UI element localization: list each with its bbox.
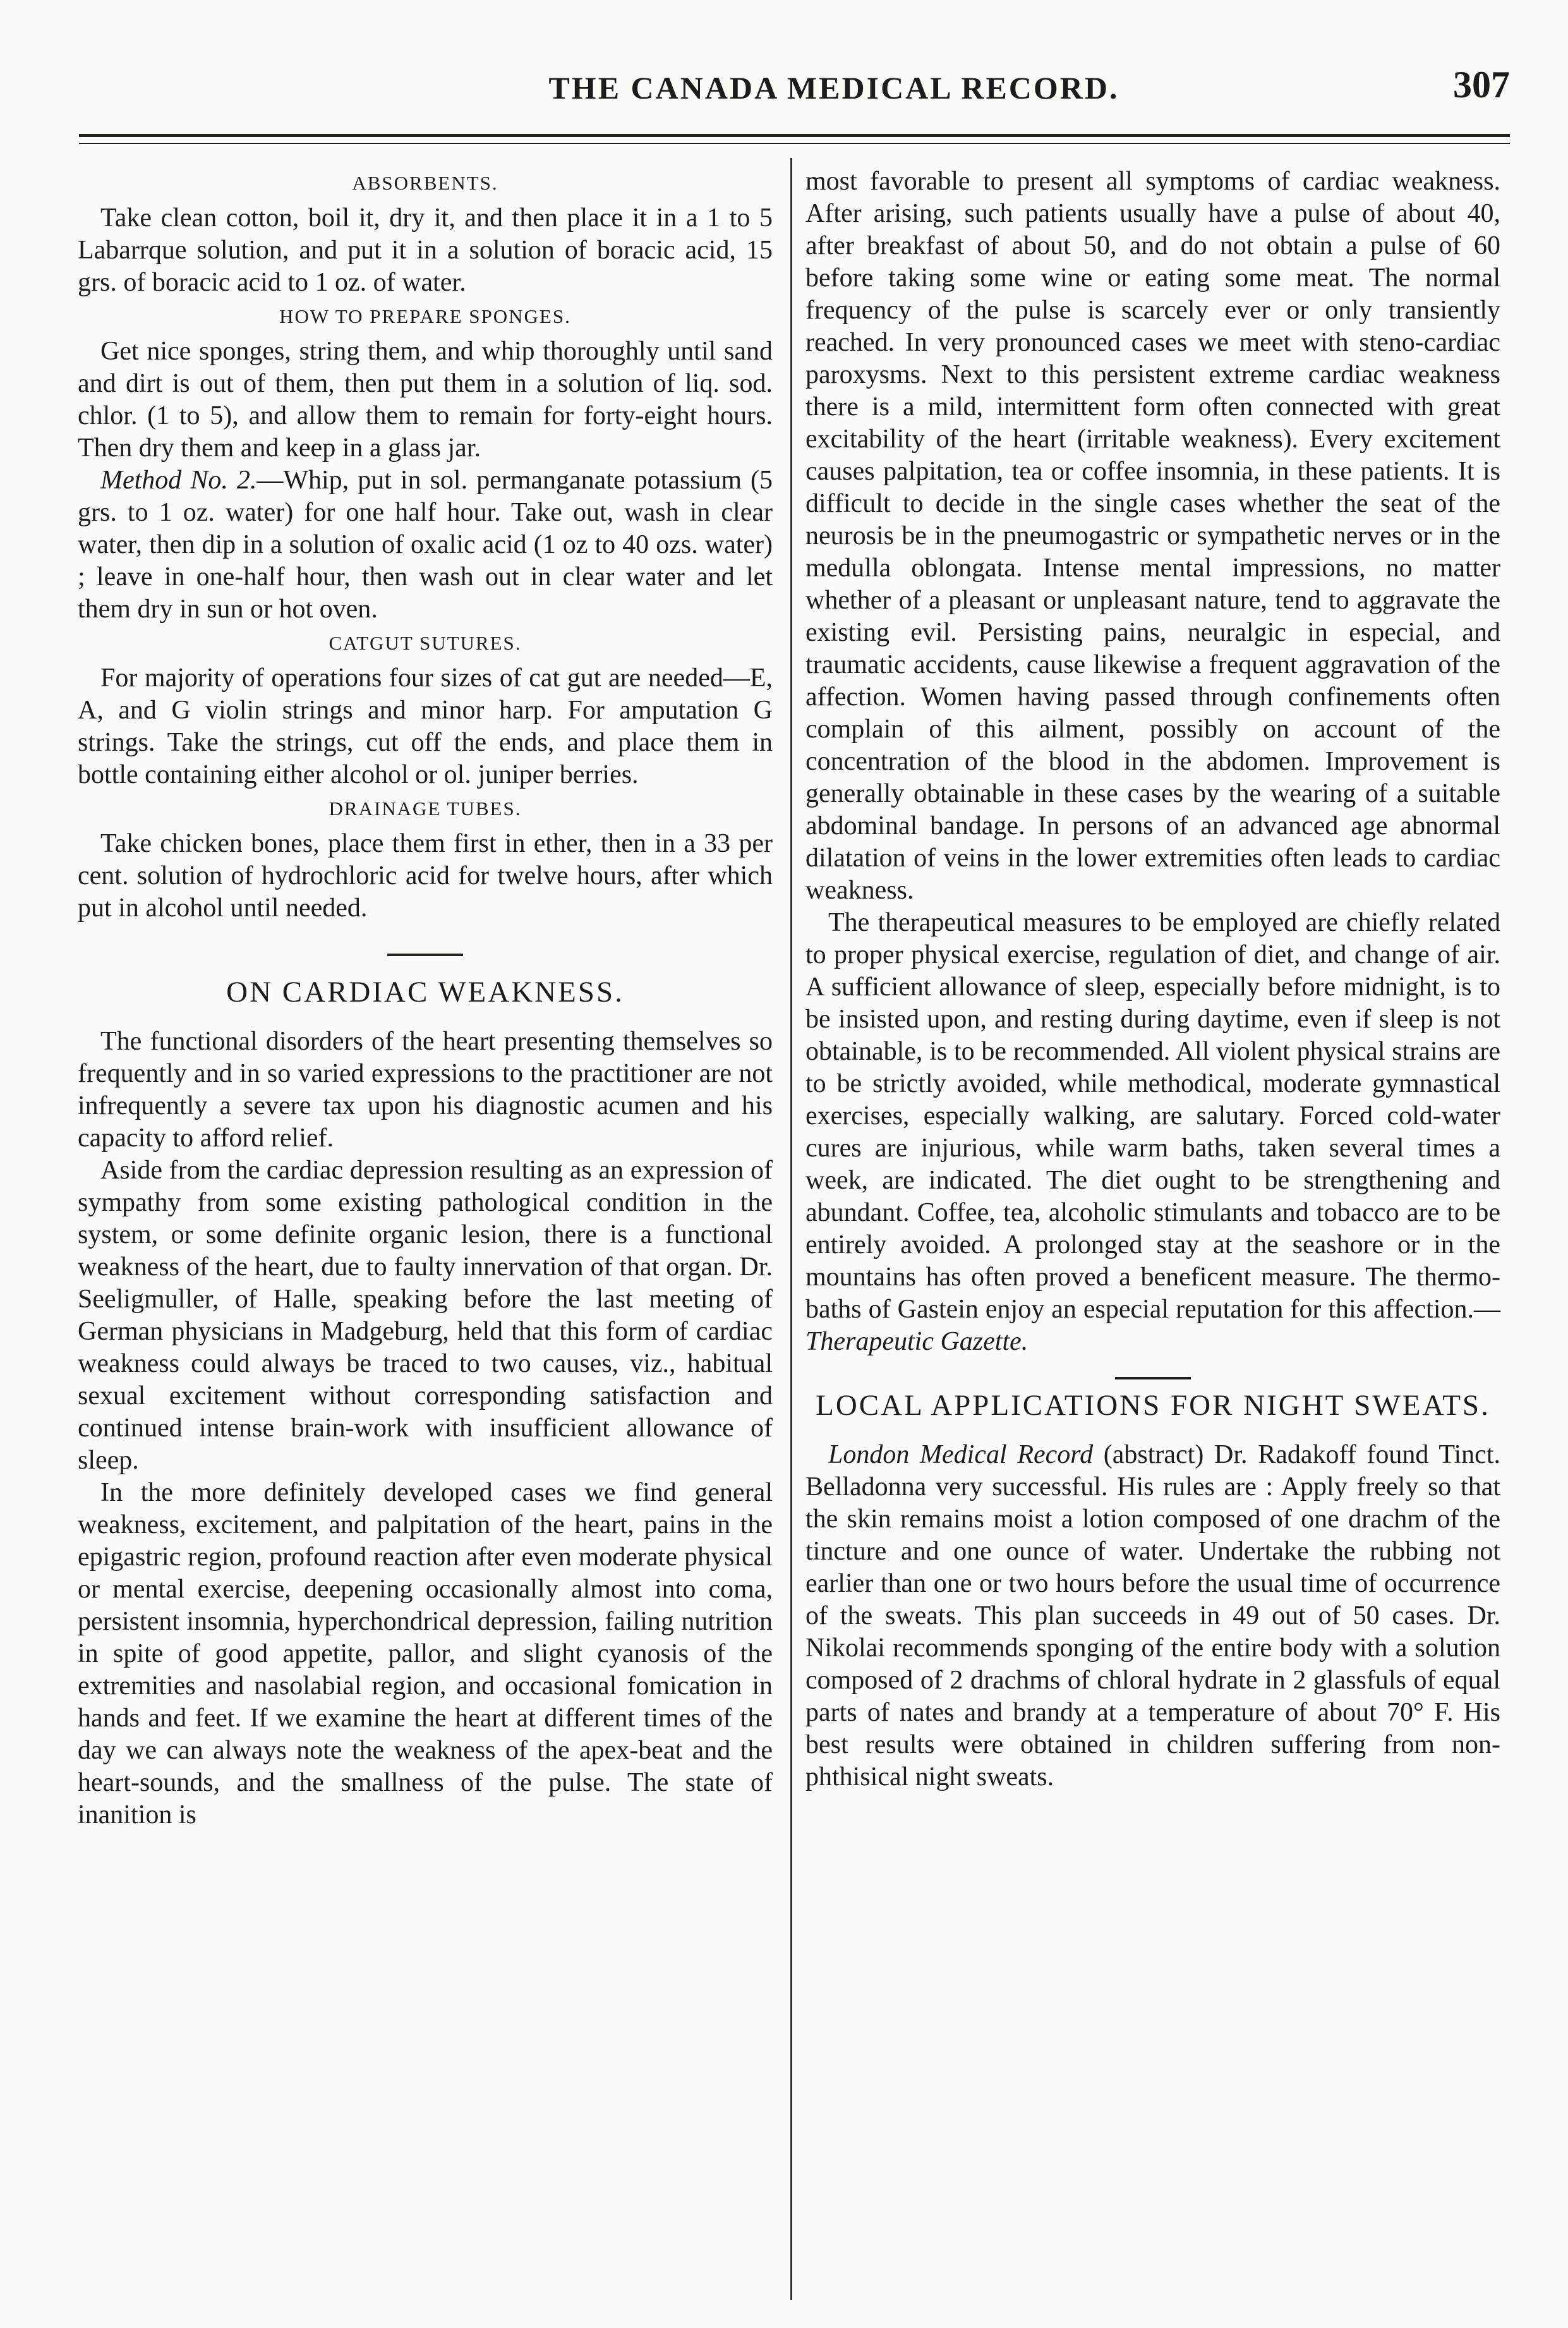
cardiac-paragraph-1: The functional disorders of the heart presenting themselves so frequently and in so varied expressions to the practitioner are not infrequently a severe tax upon his diagnostic acumen and his capacity to afford relief. bbox=[78, 1027, 773, 1153]
night-sweats-text: (abstract) Dr. Radakoff found Tinct. Belladonna very successful. His rules are : Apply freely so that the skin remains moist a lotion composed of one drachm of the tincture and one ounce of water. Undertake the rubbing not earlier than one or two hours before the usual time of occurrence of the sweats. This plan succeeds in 49 out of 50 cases. Dr. Nikolai recommends sponging of the entire body with a solution composed of 2 drachms of chloral hydrate in 2 glassfuls of equal parts of nates and brandy at a temperature of about 70° F. His best results were obtained in children suffering from non-phthisical night sweats. bbox=[805, 1440, 1500, 1791]
night-sweats-title: LOCAL APPLICATIONS FOR NIGHT SWEATS. bbox=[816, 1389, 1490, 1422]
therapeutic-source: Therapeutic Gazette. bbox=[805, 1327, 1028, 1356]
absorbents-heading: ABSORBENTS. bbox=[352, 172, 498, 194]
therapeutic-text: The therapeutical measures to be employed are chiefly related to proper physical exercise, regulation of diet, and change of air. A sufficient allowance of sleep, especially before midnight, is to be insisted upon, and resting during daytime, even if sleep is not obtainable, is to be recommended. All violent physical strains are to be strictly avoided, while methodical, moderate gymnastical exercises, especially walking, are salutary. Forced cold-water cures are injurious, while warm baths, taken several times a week, are indicated. The diet ought to be strengthening and abundant. Coffee, tea, alcoholic stimulants and tobacco are to be entirely avoided. A prolonged stay at the seashore or in the mountains has often proved a beneficent measure. The thermo-baths of Gastein enjoy an especial reputation for this affection.— bbox=[805, 908, 1500, 1324]
running-title: THE CANADA MEDICAL RECORD. bbox=[548, 70, 1119, 106]
drainage-text: Take chicken bones, place them first in ether, then in a 33 per cent. solution of hydrochloric acid for twelve hours, after which put in alcohol until needed. bbox=[78, 829, 773, 923]
sponges-method-paragraph bbox=[78, 464, 773, 626]
night-sweats-paragraph bbox=[805, 1439, 1500, 1793]
cardiac-paragraph-2: Aside from the cardiac depression resulting as an expression of sympathy from some existing pathological condition in the system, or some definite organic lesion, there is a functional weakness of the heart, due to faulty innervation of that organ. Dr. Seeligmuller, of Halle, speaking before the last meeting of German physicians in Madgeburg, held that this form of cardiac weakness could always be traced to two causes, viz., habitual sexual excitement without corresponding satisfaction and continued intense brain-work with insufficient allowance of sleep. bbox=[78, 1156, 773, 1475]
header-rule-thin bbox=[79, 143, 1510, 144]
left-column bbox=[78, 166, 773, 1831]
method-text: —Whip, put in sol. permanganate potassium (5 grs. to 1 oz. water) for one half hour. Take out, wash in clear water, then dip in a solution of oxalic acid (1 oz to 40 ozs. water) ; leave in one-half hour, then wash out in clear water and let them dry in sun or hot oven. bbox=[78, 466, 773, 624]
sponges-heading: HOW TO PREPARE SPONGES. bbox=[279, 305, 571, 327]
sponges-text: Get nice sponges, string them, and whip thoroughly until sand and dirt is out of them, then put them in a solution of liq. sod. chlor. (1 to 5), and allow them to remain for forty-eight hours. Then dry them and keep in a glass jar. bbox=[78, 337, 773, 463]
cardiac-continued-paragraph: most favorable to present all symptoms of cardiac weakness. After arising, such patients usually have a pulse of about 40, after breakfast of about 50, and do not obtain a pulse of 60 before taking some wine or eating some meat. The normal frequency of the pulse is scarcely ever or only transiently reached. In very pronounced cases we meet with steno-cardiac paroxysms. Next to this persistent extreme cardiac weakness there is a mild, intermittent form often connected with great excitability of the heart (irritable weakness). Every excitement causes palpitation, tea or coffee insomnia, in these patients. It is difficult to decide in the single cases whether the seat of the neurosis be in the pneumogastric or sympathetic nerves or in the medulla oblongata. Intense mental impressions, no matter whether of a pleasant or unpleasant nature, tend to aggravate the existing evil. Persisting pains, neuralgic in especial, and traumatic accidents, cause likewise a frequent aggravation of the affection. Women having passed through confinements often complain of this ailment, possibly on account of the concentration of the blood in the abdomen. Improvement is generally obtainable in these cases by the wearing of a suitable abdominal bandage. In persons of an advanced age abnormal dilatation of veins in the lower extremities often leads to cardiac weakness. bbox=[805, 167, 1500, 905]
column-divider bbox=[790, 158, 792, 2300]
page-header bbox=[0, 63, 1568, 120]
drainage-heading: DRAINAGE TUBES. bbox=[329, 797, 522, 820]
section-separator bbox=[387, 954, 463, 956]
cardiac-paragraph-3: In the more definitely developed cases we find general weakness, excitement, and palpitation of the heart, pains in the epigastric region, profound reaction after even moderate physical or mental exercise, deepening occasionally almost into coma, persistent insomnia, hyperchondrical depression, failing nutrition in spite of good appetite, pallor, and slight cyanosis of the extremities and nasolabial region, and occasional fomication in hands and feet. If we examine the heart at different times of the day we can always note the weakness of the apex-beat and the heart-sounds, and the smallness of the pulse. The state of inanition is bbox=[78, 1478, 773, 1829]
method-label: Method No. 2. bbox=[100, 466, 257, 495]
header-rule-thick bbox=[79, 134, 1510, 137]
cardiac-title: ON CARDIAC WEAKNESS. bbox=[226, 976, 624, 1009]
section-separator-right bbox=[1115, 1377, 1191, 1379]
night-sweats-source: London Medical Record bbox=[828, 1440, 1094, 1469]
catgut-heading: CATGUT SUTURES. bbox=[329, 632, 522, 654]
absorbents-text: Take clean cotton, boil it, dry it, and then place it in a 1 to 5 Labarrque solution, and put it in a solution of boracic acid, 15 grs. of boracic acid to 1 oz. of water. bbox=[78, 203, 773, 297]
page-number: 307 bbox=[1453, 64, 1510, 106]
catgut-text: For majority of operations four sizes of cat gut are needed—E, A, and G violin strings and minor harp. For amputation G strings. Take the strings, cut off the ends, and place them in bottle containing either alcohol or ol. juniper berries. bbox=[78, 664, 773, 789]
right-column bbox=[805, 166, 1500, 1793]
therapeutic-paragraph bbox=[805, 907, 1500, 1358]
